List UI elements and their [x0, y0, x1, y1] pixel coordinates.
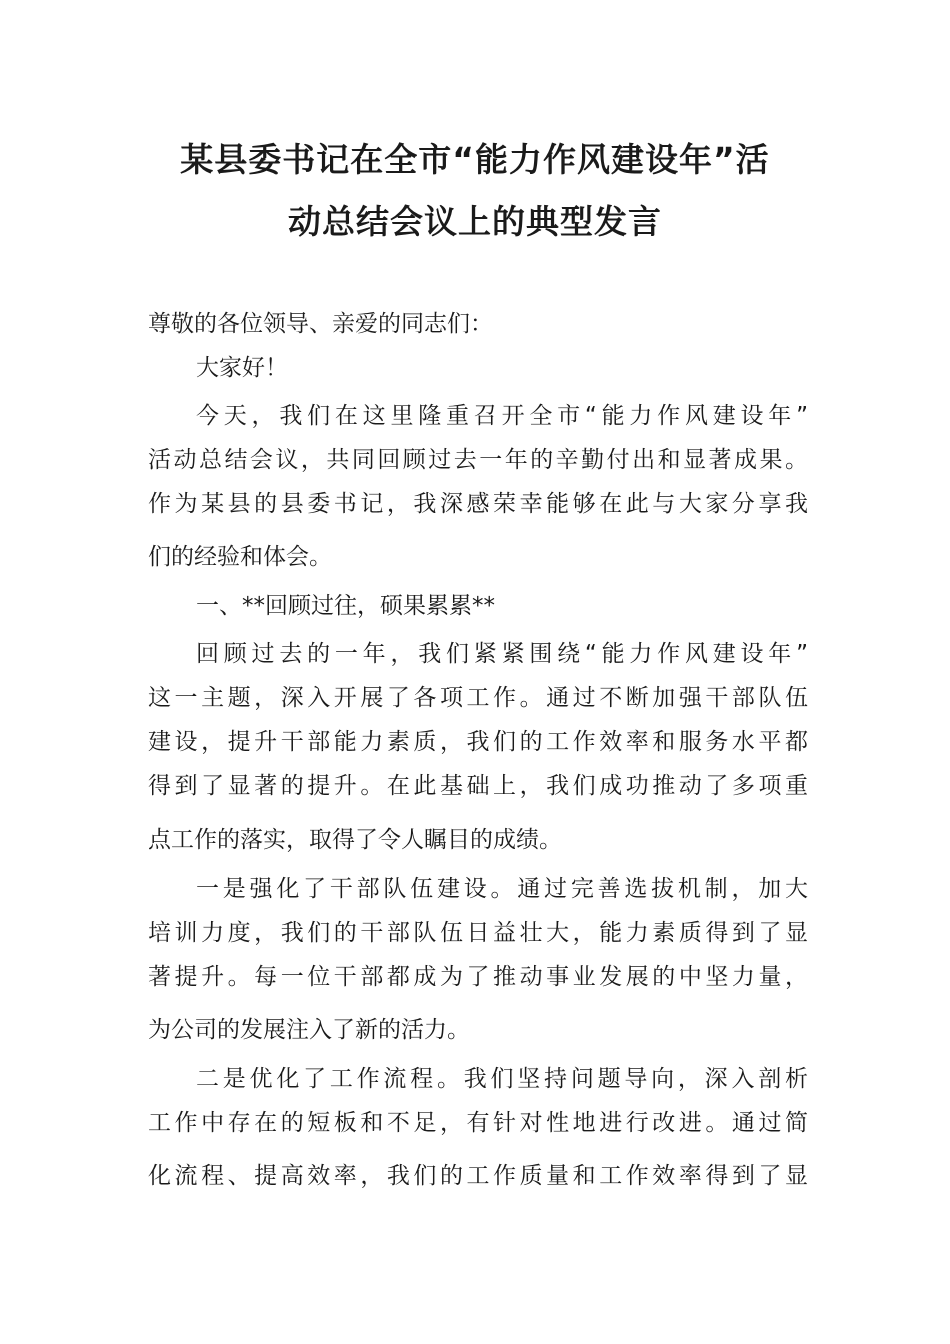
paragraph-2-line: 这一主题，深入开展了各项工作。通过不断加强干部队伍 [148, 685, 808, 711]
paragraph-4-line: 化流程、提高效率，我们的工作质量和工作效率得到了显 [148, 1163, 808, 1189]
paragraph-2-line: 回顾过去的一年，我们紧紧围绕“能力作风建设年” [196, 641, 808, 667]
paragraph-1-line: 们的经验和体会。 [148, 544, 332, 570]
paragraph-2-line: 得到了显著的提升。在此基础上，我们成功推动了多项重 [148, 773, 808, 799]
paragraph-3-line: 著提升。每一位干部都成为了推动事业发展的中坚力量， [148, 964, 808, 990]
section-heading-1: 一、**回顾过往，硕果累累** [196, 593, 495, 619]
salutation: 尊敬的各位领导、亲爱的同志们： [148, 311, 493, 337]
document-title-line-1: 某县委书记在全市“能力作风建设年”活 [180, 140, 770, 179]
paragraph-1-line: 作为某县的县委书记，我深感荣幸能够在此与大家分享我 [148, 491, 808, 517]
document-title-line-2: 动总结会议上的典型发言 [288, 202, 662, 241]
greeting: 大家好！ [196, 355, 288, 381]
paragraph-4-line: 工作中存在的短板和不足，有针对性地进行改进。通过简 [148, 1110, 808, 1136]
paragraph-1-line: 活动总结会议，共同回顾过去一年的辛勤付出和显著成果。 [148, 447, 808, 473]
paragraph-2-line: 点工作的落实，取得了令人瞩目的成绩。 [148, 827, 562, 853]
paragraph-1-line: 今天，我们在这里隆重召开全市“能力作风建设年” [196, 403, 808, 429]
paragraph-2-line: 建设，提升干部能力素质，我们的工作效率和服务水平都 [148, 729, 808, 755]
paragraph-4-line: 二是优化了工作流程。我们坚持问题导向，深入剖析 [196, 1066, 808, 1092]
paragraph-3-line: 培训力度，我们的干部队伍日益壮大，能力素质得到了显 [148, 920, 808, 946]
paragraph-3-line: 为公司的发展注入了新的活力。 [148, 1017, 470, 1043]
paragraph-3-line: 一是强化了干部队伍建设。通过完善选拔机制，加大 [196, 876, 808, 902]
